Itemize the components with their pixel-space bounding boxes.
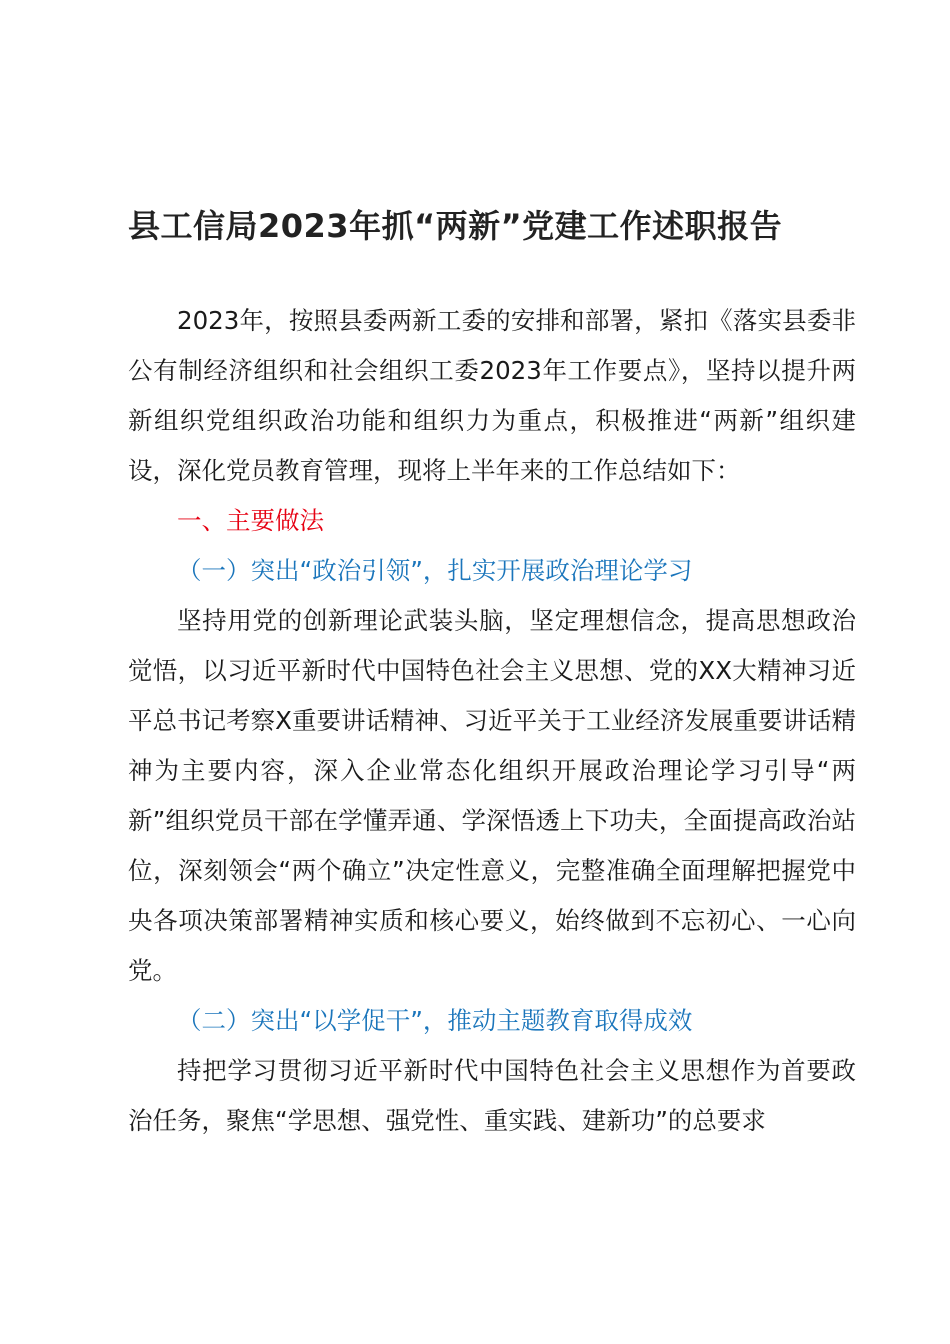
document-body <box>128 296 856 1146</box>
subsection-heading-study-promotes-work: （二）突出“以学促干”，推动主题教育取得成效 <box>177 1006 693 1035</box>
political-study-paragraph: 坚持用党的创新理论武装头脑，坚定理想信念，提高思想政治觉悟，以习近平新时代中国特色社会主义思想、党的XX大精神习近平总书记考察X重要讲话精神、习近平关于工业经济发展重要讲话精神为主要内容，深入企业常态化组织开展政治理论学习引导“两新”组织党员干部在学懂弄通、学深悟透上下功夫，全面提高政治站位，深刻领会“两个确立”决定性意义，完整准确全面理解把握党中央各项决策部署精神实质和核心要义，始终做到不忘初心、一心向党。 <box>128 606 856 985</box>
document-title: 县工信局2023年抓“两新”党建工作述职报告 <box>128 207 783 245</box>
intro-paragraph: 2023年，按照县委两新工委的安排和部署，紧扣《落实县委非公有制经济组织和社会组织工委2023年工作要点》，坚持以提升两新组织党组织政治功能和组织力为重点，积极推进“两新”组织建设，深化党员教育管理，现将上半年来的工作总结如下： <box>128 306 856 485</box>
section-heading-main-practices: 一、主要做法 <box>177 506 324 535</box>
theme-education-paragraph: 持把学习贯彻习近平新时代中国特色社会主义思想作为首要政治任务，聚焦“学思想、强党性、重实践、建新功”的总要求 <box>128 1056 856 1135</box>
subsection-heading-political-guidance: （一）突出“政治引领”，扎实开展政治理论学习 <box>177 556 693 585</box>
